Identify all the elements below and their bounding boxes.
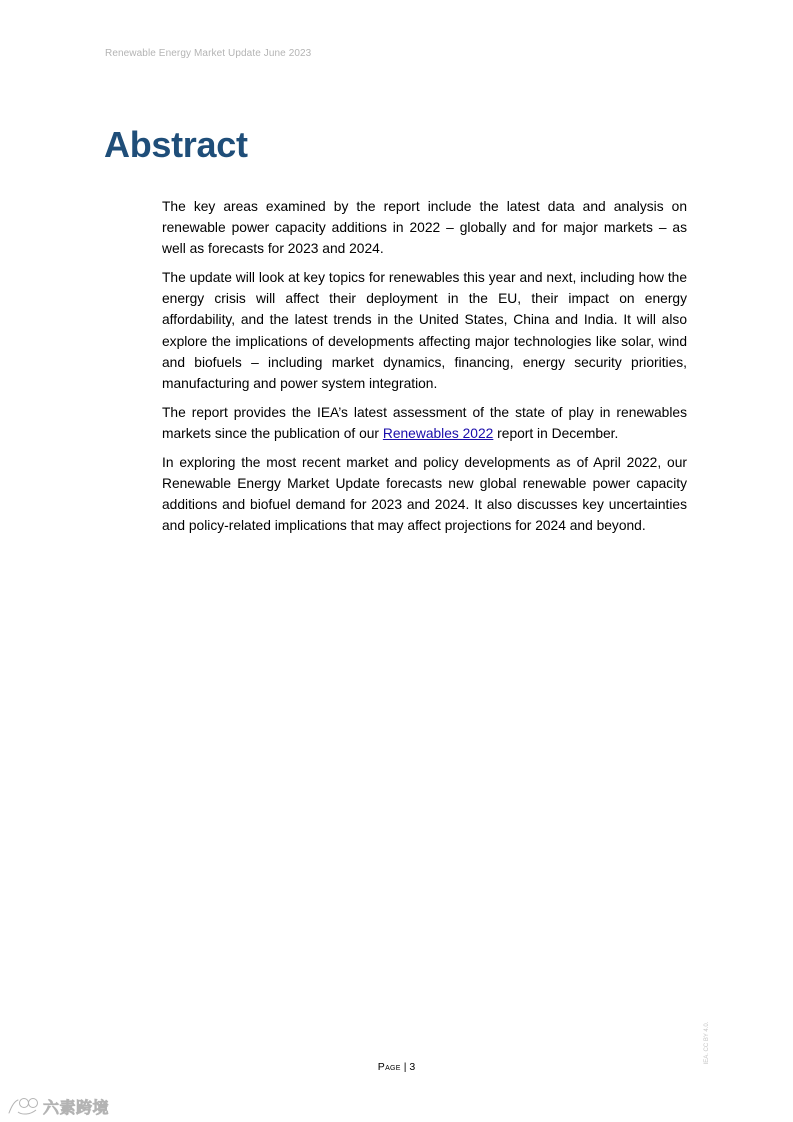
- paragraph-2: The update will look at key topics for renewables this year and next, including how the energy crisis will affect their deployment in the EU, their impact on energy affordability, and the latest trends in the United States, China and India. It will also explore the implications of developments affecting major technologies like solar, wind and biofuels – including market dynamics, financing, energy security priorities, manufacturing and power system integration.: [162, 270, 687, 391]
- page-number-value: 3: [409, 1061, 416, 1073]
- renewables-2022-link[interactable]: Renewables 2022: [382, 425, 494, 441]
- watermark-text: 六素跨境: [43, 1097, 110, 1117]
- paragraph-4: In exploring the most recent market and policy developments as of April 2022, our Renewable Energy Market Update forecasts new global renewable power capacity additions and biofuel demand for 2023 and 2024. It also discusses key uncertainties and policy-related implications that may affect projections for 2024 and beyond.: [162, 455, 687, 534]
- paragraph-3-text-before: The report provides the IEA’s latest assessment of the state of play in renewables markets since the publication of our: [162, 404, 687, 441]
- running-header: Renewable Energy Market Update June 2023: [105, 48, 312, 59]
- paragraph-3: [162, 402, 687, 444]
- watermark-logo-icon: [6, 1095, 40, 1117]
- page-label: Page: [377, 1061, 401, 1073]
- page-number: [0, 1061, 793, 1073]
- abstract-body: [162, 196, 687, 544]
- watermark: [6, 1094, 109, 1118]
- paragraph-3-text-after: report in December.: [493, 425, 619, 441]
- paragraph-1: The key areas examined by the report include the latest data and analysis on renewable power capacity additions in 2022 – globally and for major markets – as well as forecasts for 2023 and 2024.: [162, 199, 687, 257]
- page-separator: |: [403, 1061, 407, 1073]
- page-title: Abstract: [104, 124, 248, 165]
- license-notice: IEA. CC BY 4.0.: [704, 1021, 710, 1065]
